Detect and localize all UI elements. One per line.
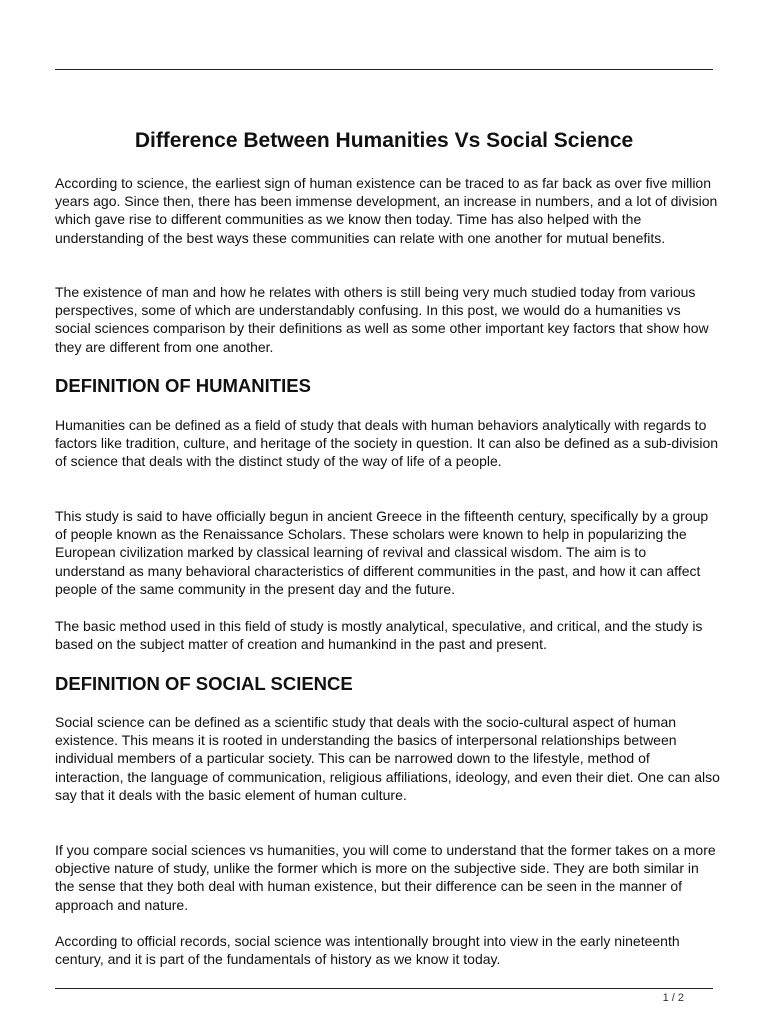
footer-rule — [55, 988, 713, 989]
social-science-paragraph-1: Social science can be defined as a scientific study that deals with the socio-cultural aspect of human existence. This means it is rooted in understanding the basics of interpersonal relationships between individual members of a particular society. This can be narrowed down to the lifestyle, method of interaction, the language of communication, religious affiliations, ideology, and even their diet. One can also say that it deals with the basic element of human culture. — [55, 714, 720, 803]
intro-paragraph-2: The existence of man and how he relates with others is still being very much studied today from various perspectives, some of which are understandably confusing. In this post, we would do a humanities vs social sciences comparison by their definitions as well as some other important key factors that show how they are different from one another. — [55, 284, 709, 355]
page-title: Difference Between Humanities Vs Social Science — [134, 129, 634, 152]
intro-paragraph-1: According to science, the earliest sign of human existence can be traced to as far back as over five million years ago. Since then, there has been immense development, an increase in numbers, and a lot of division which gave rise to different communities as we know then today. Time has also helped with the understanding of the best ways these communities can relate with one another for mutual benefits. — [55, 175, 718, 246]
section-heading-social-science: DEFINITION OF SOCIAL SCIENCE — [55, 673, 353, 694]
humanities-paragraph-2: This study is said to have officially begun in ancient Greece in the fifteenth century, specifically by a group of people known as the Renaissance Scholars. These scholars were known to help in popularizing the European civilization marked by classical learning of revival and classical wisdom. The aim is to understand as many behavioral characteristics of different communities in the past, and how it can affect people of the same community in the present day and the future. — [55, 508, 709, 597]
social-science-paragraph-2: If you compare social sciences vs humanities, you will come to understand that the former takes on a more objective nature of study, unlike the former which is more on the subjective side. They are both similar in the sense that they both deal with human existence, but their difference can be seen in the manner of approach and nature. — [55, 842, 716, 913]
header-rule — [55, 69, 713, 70]
humanities-paragraph-1: Humanities can be defined as a field of study that deals with human behaviors analytically with regards to factors like tradition, culture, and heritage of the society in question. It can also be defined as a sub-division of science that deals with the distinct study of the way of life of a people. — [55, 417, 719, 470]
humanities-paragraph-3: The basic method used in this field of study is mostly analytical, speculative, and critical, and the study is based on the subject matter of creation and humankind in the past and present. — [55, 618, 703, 653]
social-science-paragraph-3: According to official records, social science was intentionally brought into view in the early nineteenth century, and it is part of the fundamentals of history as we know it today. — [55, 933, 680, 968]
page-number: 1 / 2 — [662, 992, 684, 1004]
section-heading-humanities: DEFINITION OF HUMANITIES — [55, 375, 311, 396]
